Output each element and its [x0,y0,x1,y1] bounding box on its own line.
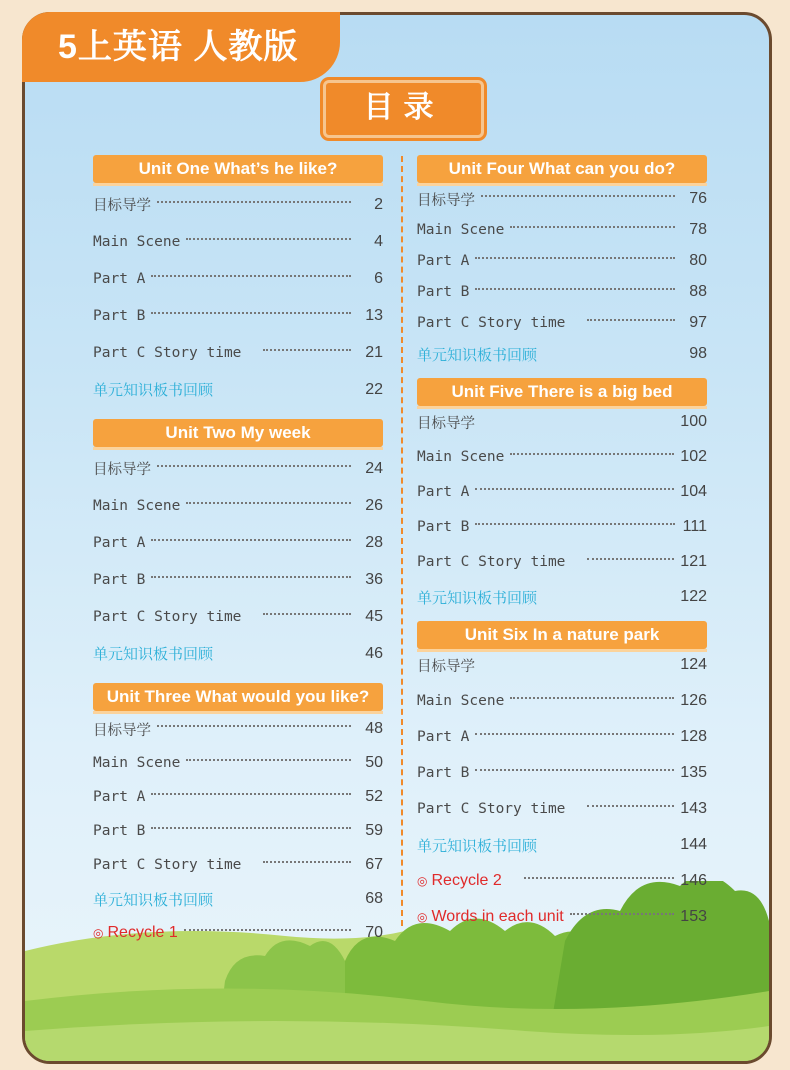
entry-page: 124 [680,656,707,673]
toc-entry[interactable] [417,311,707,335]
toc-entry[interactable] [93,717,383,741]
toc-entry-words[interactable] [417,905,707,929]
toc-entry[interactable] [93,303,383,328]
entry-page: 153 [680,908,707,925]
toc-entry[interactable] [93,192,383,217]
toc-entry[interactable] [417,410,707,434]
toc-entry-review[interactable] [417,342,707,366]
toc-entry[interactable] [417,187,707,211]
entry-page: 26 [365,496,383,514]
entry-page: 46 [365,644,383,662]
entry-label: Main Scene [417,222,505,238]
toc-entry[interactable] [417,689,707,713]
toc-entry[interactable] [417,550,707,574]
entry-page: 45 [365,607,383,625]
toc-entry[interactable] [93,785,383,809]
leader-dots [587,805,674,807]
toc-entry[interactable] [93,229,383,254]
entry-label: Main Scene [93,497,181,514]
entry-label: Part C Story time [417,801,566,817]
entry-label: Part B [417,765,470,781]
entry-page: 100 [680,413,707,430]
leader-dots [475,488,674,490]
entry-label: Main Scene [93,233,181,250]
leader-dots [186,759,351,761]
entry-label: 单元知识板书回顾 [93,890,214,909]
entry-page: 144 [680,836,707,853]
toc-entry[interactable] [93,266,383,291]
right-column [417,150,707,929]
entry-label: Part C Story time [417,315,566,331]
toc-entry[interactable] [93,567,383,592]
leader-dots [151,275,351,277]
entry-page: 102 [680,448,707,465]
entry-page: 121 [680,553,707,570]
toc-entry[interactable] [417,249,707,273]
toc-entry[interactable] [93,604,383,629]
leader-dots [475,769,674,771]
entry-page: 111 [682,518,707,535]
toc-entry[interactable] [417,480,707,504]
entry-page: 6 [374,269,383,287]
leader-dots [151,827,351,829]
toc-heading: 目录 [323,80,484,138]
entry-page: 70 [365,924,383,941]
entry-label: 单元知识板书回顾 [417,345,538,364]
leader-dots [510,453,674,455]
entry-page: 36 [365,570,383,588]
left-column [93,150,383,945]
leader-dots [186,502,351,504]
entry-page: 13 [365,306,383,324]
leader-dots [157,465,351,467]
entry-page: 146 [680,872,707,889]
toc-entry[interactable] [417,761,707,785]
entry-label: Part C Story time [417,554,566,570]
target-bullet-icon: ◎ [417,910,428,924]
entry-label: 目标导学 [93,462,151,478]
entry-label: Part A [93,789,146,805]
entry-label: 单元知识板书回顾 [93,645,214,663]
unit-two-header: Unit Two My week [93,419,383,447]
entry-label: Part C Story time [93,608,242,625]
entry-page: 59 [365,822,383,839]
toc-entry-review[interactable] [417,585,707,609]
entry-label: 单元知识板书回顾 [417,836,538,855]
toc-entry-review[interactable] [93,641,383,666]
leader-dots [157,201,351,203]
entry-page: 67 [365,856,383,873]
toc-entry-review[interactable] [417,833,707,857]
entry-label: Main Scene [417,449,505,465]
entry-page: 104 [680,483,707,500]
entry-page: 98 [689,345,707,362]
leader-dots [475,523,675,525]
unit-five-header: Unit Five There is a big bed [417,378,707,406]
entry-label: Part B [93,307,146,324]
entry-label: Words in each unit [431,908,564,925]
leader-dots [151,576,351,578]
entry-page: 22 [365,380,383,398]
entry-page: 80 [689,252,707,269]
entry-label: Recycle 2 [431,872,502,889]
leader-dots [475,733,674,735]
entry-page: 135 [680,764,707,781]
leader-dots [524,877,675,879]
entry-label: Main Scene [417,693,505,709]
unit-six-header: Unit Six In a nature park [417,621,707,649]
entry-label: Main Scene [93,755,181,771]
entry-label: 目标导学 [93,198,151,214]
entry-page: 78 [689,221,707,238]
entry-label: 目标导学 [93,722,151,739]
toc-entry-review[interactable] [93,377,383,402]
entry-page: 50 [365,754,383,771]
toc-entry[interactable] [417,797,707,821]
toc-entry[interactable] [417,445,707,469]
leader-dots [587,558,674,560]
entry-page: 4 [374,232,383,250]
toc-entry[interactable] [417,280,707,304]
entry-label: Part C Story time [93,344,242,361]
leader-dots [475,257,675,259]
entry-label: Part B [417,519,470,535]
toc-entry-recycle[interactable] [93,921,383,945]
unit-four-header: Unit Four What can you do? [417,155,707,183]
leader-dots [151,539,351,541]
leader-dots [263,613,351,615]
toc-entry[interactable] [417,725,707,749]
entry-page: 122 [680,588,707,605]
toc-entry-recycle[interactable] [417,869,707,893]
entry-label: Part B [93,571,146,588]
entry-page: 143 [680,800,707,817]
entry-label: 目标导学 [417,658,475,675]
toc-entry[interactable] [93,456,383,481]
entry-page: 24 [365,459,383,477]
toc-entry-review[interactable] [93,887,383,911]
entry-page: 68 [365,890,383,907]
entry-label: 单元知识板书回顾 [417,588,538,607]
leader-dots [570,913,675,915]
toc-entry[interactable] [93,340,383,365]
leader-dots [263,349,351,351]
entry-label: Part B [93,823,146,839]
toc-entry[interactable] [93,493,383,518]
leader-dots [510,697,674,699]
entry-label: 目标导学 [417,415,475,432]
entry-label: Part C Story time [93,857,242,873]
entry-page: 48 [365,720,383,737]
entry-page: 88 [689,283,707,300]
entry-label: Part A [93,534,146,551]
toc-entry[interactable] [93,530,383,555]
target-bullet-icon: ◎ [93,926,104,940]
unit-one-header: Unit One What’s he like? [93,155,383,183]
leader-dots [263,861,351,863]
entry-page: 128 [680,728,707,745]
toc-entry[interactable] [93,853,383,877]
leader-dots [510,226,675,228]
toc-entry[interactable] [93,819,383,843]
toc-entry[interactable] [417,218,707,242]
leader-dots [587,319,675,321]
leader-dots [184,929,351,931]
leader-dots [151,793,351,795]
entry-label: Part B [417,284,470,300]
entry-page: 21 [365,343,383,361]
leader-dots [186,238,351,240]
toc-entry[interactable] [417,515,707,539]
entry-page: 97 [689,314,707,331]
entry-label: Recycle 1 [107,924,178,941]
leader-dots [481,195,675,197]
entry-label: 目标导学 [417,192,475,209]
column-divider [401,156,403,926]
entry-page: 2 [374,195,383,213]
entry-page: 28 [365,533,383,551]
page-title: 5上英语 人教版 [22,12,340,82]
leader-dots [475,288,675,290]
leader-dots [157,725,351,727]
entry-label: Part A [417,729,470,745]
leader-dots [151,312,351,314]
toc-entry[interactable] [417,653,707,677]
entry-label: Part A [417,484,470,500]
entry-label: 单元知识板书回顾 [93,381,214,399]
entry-label: Part A [93,270,146,287]
toc-entry[interactable] [93,751,383,775]
target-bullet-icon: ◎ [417,874,428,888]
entry-page: 126 [680,692,707,709]
entry-page: 76 [689,190,707,207]
entry-label: Part A [417,253,470,269]
unit-three-header: Unit Three What would you like? [93,683,383,711]
entry-page: 52 [365,788,383,805]
